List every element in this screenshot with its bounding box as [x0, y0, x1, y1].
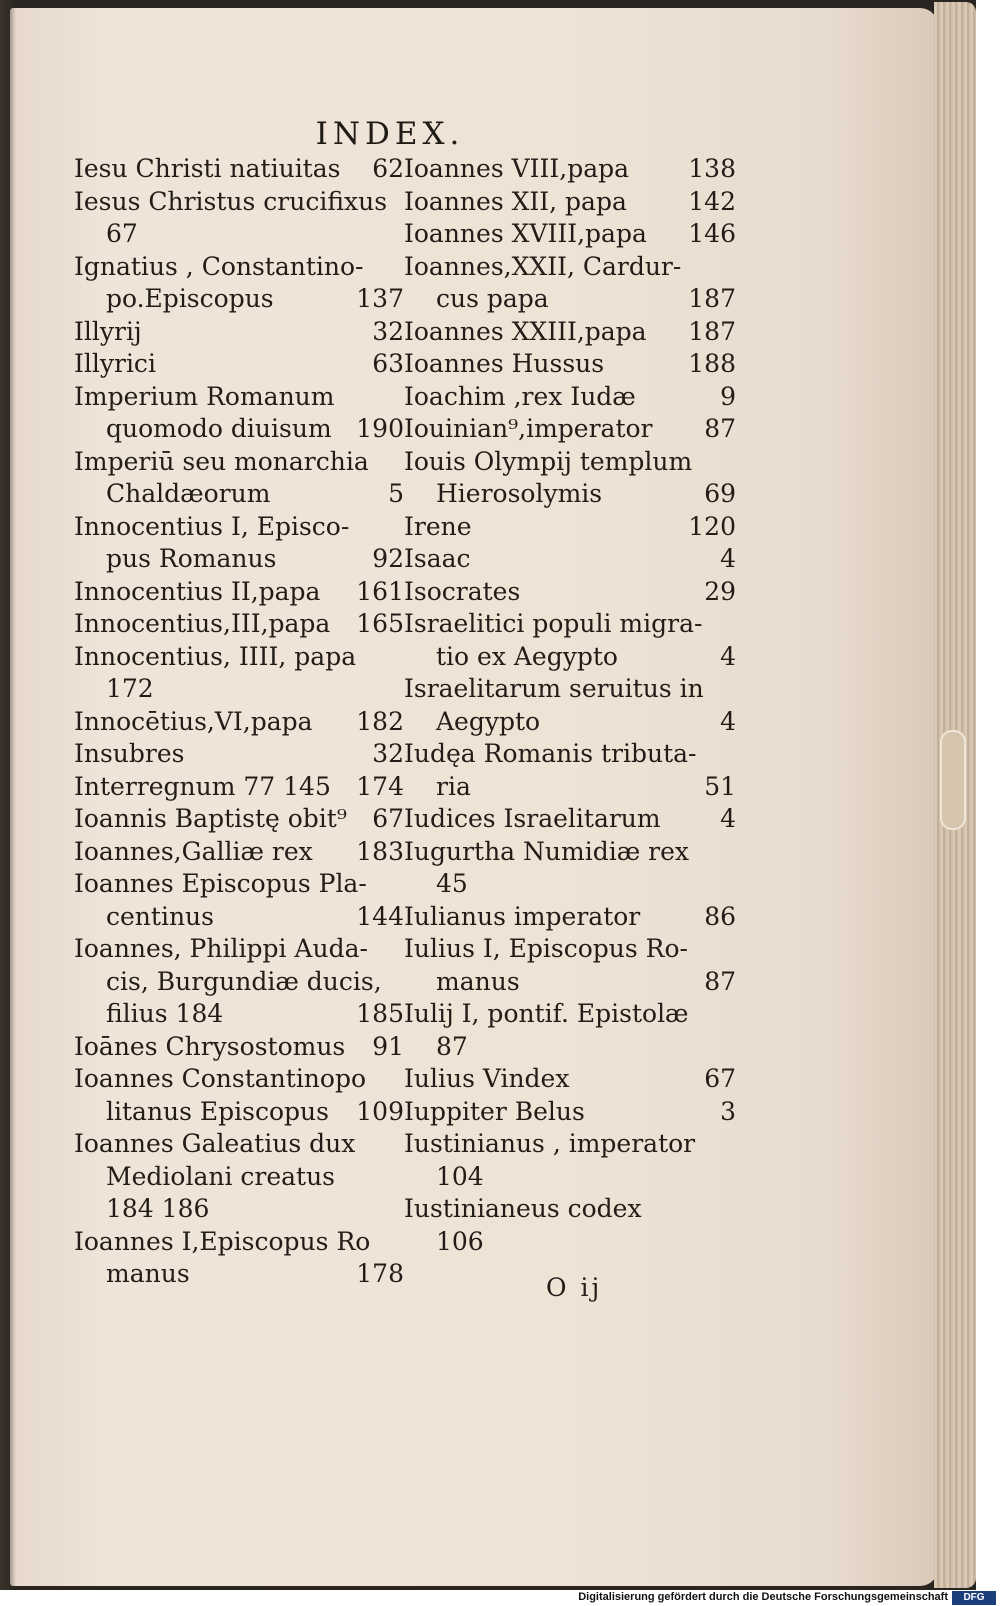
index-entry-text: po.Episcopus	[106, 284, 274, 313]
index-entry	[74, 641, 404, 674]
index-entry-text: Ioannes,Galliæ rex	[74, 836, 313, 866]
index-entry	[74, 446, 404, 479]
index-entry-text: Isocrates	[404, 576, 521, 606]
index-entry	[404, 413, 736, 446]
index-entry-text: Innocētius,VI,papa	[74, 706, 313, 736]
index-entry	[74, 186, 404, 219]
index-entry	[404, 1128, 736, 1161]
index-entry-text: Irene	[404, 511, 472, 541]
index-entry-text: Innocentius, IIII, papa	[74, 641, 357, 671]
index-entry-text: Ioannis Baptistę obit⁹	[74, 804, 347, 833]
index-entry	[404, 738, 736, 771]
index-page-number: 137	[356, 284, 404, 313]
index-entry	[74, 543, 404, 576]
index-entry-text: Ioannes XVIII,papa	[404, 219, 647, 248]
index-page-number: 62	[372, 154, 404, 183]
index-entry-text: Ioannes Galeatius dux	[74, 1129, 356, 1158]
index-entry-text: Ioannes XII, papa	[404, 186, 627, 216]
index-entry	[74, 251, 404, 284]
index-page-number: 92	[372, 544, 404, 573]
index-entry-text: Isaac	[404, 544, 471, 573]
index-page-number: 4	[720, 706, 736, 736]
index-entry	[74, 413, 404, 446]
index-page-number: 69	[704, 479, 736, 508]
page-paper	[10, 8, 938, 1586]
index-entry-text: Ioannes Hussus	[404, 349, 605, 378]
index-entry	[404, 348, 736, 381]
index-page-number: 4	[720, 544, 736, 573]
index-entry	[74, 576, 404, 609]
index-page-number: 29	[704, 576, 736, 606]
signature-mark: O ij	[546, 1273, 603, 1302]
index-entry	[74, 868, 404, 901]
index-entry	[74, 1226, 404, 1259]
index-entry-text: 104	[436, 1161, 484, 1191]
index-entry-text: Ioachim ,rex Iudæ	[404, 381, 636, 411]
index-entry-text: Ioannes XXIII,papa	[404, 316, 647, 346]
index-entry-text: Ioannes I,Episcopus Ro	[74, 1226, 371, 1256]
index-page-number: 91	[372, 1031, 404, 1061]
index-page-number: 3	[720, 1096, 736, 1126]
index-entry-text: Ioannes Constantinopo	[74, 1064, 367, 1093]
index-page-number: 190	[356, 414, 404, 443]
index-entry-text: 106	[436, 1226, 484, 1256]
index-entry	[74, 738, 404, 771]
index-entry	[404, 316, 736, 349]
index-entry-text: manus	[106, 1259, 190, 1288]
index-entry	[404, 998, 736, 1031]
index-entry-text: cus papa	[436, 284, 549, 313]
index-entry-text: 172	[106, 674, 154, 703]
index-entry-text: quomodo diuisum	[106, 414, 332, 443]
index-entry-text: 184 186	[106, 1194, 210, 1223]
index-entry-text: Ioannes Episcopus Pla-	[74, 869, 367, 898]
index-entry-text: Iuppiter Belus	[404, 1096, 585, 1126]
index-page-number: 67	[704, 1064, 736, 1093]
index-entry-text: pus Romanus	[106, 544, 277, 573]
index-page-number: 9	[720, 381, 736, 411]
index-entry	[74, 381, 404, 414]
index-page-number: 4	[720, 641, 736, 671]
index-entry	[74, 771, 404, 804]
index-column-left	[74, 153, 404, 1291]
index-entry	[404, 218, 736, 251]
index-entry-text: Interregnum 77 145	[74, 771, 331, 801]
index-entry-text: litanus Episcopus	[106, 1096, 329, 1126]
index-page-number: 144	[356, 901, 404, 931]
index-page-number: 161	[356, 576, 404, 606]
index-entry	[404, 803, 736, 836]
footer-credit: Digitalisierung gefördert durch die Deutsche Forschungsgemeinschaft	[578, 1591, 948, 1603]
index-entry-text: manus	[436, 966, 520, 996]
index-entry-text: Ioannes,XXII, Cardur-	[404, 251, 682, 281]
index-entry	[74, 966, 404, 999]
index-entry	[404, 641, 736, 674]
index-entry	[404, 1193, 736, 1226]
index-entry-text: Ioannes VIII,papa	[404, 154, 630, 183]
index-entry-text: Iulianus imperator	[404, 901, 641, 931]
index-entry	[74, 608, 404, 641]
index-page-number: 142	[688, 186, 736, 216]
index-entry	[404, 836, 736, 869]
index-entry	[74, 1193, 404, 1226]
index-entry	[74, 283, 404, 316]
page-clasp	[940, 730, 966, 830]
index-entry	[404, 1226, 736, 1259]
index-entry	[74, 998, 404, 1031]
index-entry	[404, 1063, 736, 1096]
index-entry	[404, 771, 736, 804]
index-entry-text: Illyrij	[74, 316, 142, 346]
index-entry	[404, 673, 736, 706]
index-entry	[74, 511, 404, 544]
index-entry-text: Israelitarum seruitus in	[404, 674, 704, 703]
index-entry-text: Iesus Christus crucifixus	[74, 186, 388, 216]
index-entry	[404, 576, 736, 609]
index-entry-text: Ioānes Chrysostomus	[74, 1031, 346, 1061]
index-entry	[74, 316, 404, 349]
index-entry	[404, 153, 736, 186]
index-page-number: 86	[704, 901, 736, 931]
index-entry	[74, 218, 404, 251]
index-entry	[74, 673, 404, 706]
index-entry-text: Iudices Israelitarum	[404, 804, 661, 833]
index-page-number: 63	[372, 349, 404, 378]
index-entry	[74, 1096, 404, 1129]
index-entry	[404, 1096, 736, 1129]
index-entry-text: Ioannes, Philippi Auda-	[74, 934, 368, 963]
index-page-number: 185	[356, 999, 404, 1028]
index-entry	[404, 966, 736, 999]
index-entry-text: 87	[436, 1031, 468, 1061]
index-entry-text: Innocentius II,papa	[74, 576, 321, 606]
index-entry	[74, 1063, 404, 1096]
index-entry-text: centinus	[106, 901, 214, 931]
index-entry	[404, 381, 736, 414]
index-page-number: 183	[356, 836, 404, 866]
index-entry	[404, 543, 736, 576]
index-entry-text: Iudęa Romanis tributa-	[404, 739, 697, 768]
index-entry-text: Imperium Romanum	[74, 381, 335, 411]
index-entry-text: Aegypto	[436, 706, 541, 736]
index-entry-text: Iouinian⁹,imperator	[404, 414, 653, 443]
index-entry	[404, 283, 736, 316]
index-page-number: 87	[704, 414, 736, 443]
index-entry-text: Iulij I, pontif. Epistolæ	[404, 999, 689, 1028]
index-entry-text: Imperiū seu monarchia	[74, 446, 369, 476]
index-entry-text: Innocentius I, Episco-	[74, 511, 350, 541]
index-page-number: 4	[720, 804, 736, 833]
index-page-number: 120	[688, 511, 736, 541]
dfg-logo: DFG	[952, 1591, 996, 1605]
index-page-number: 109	[356, 1096, 404, 1126]
index-page-number: 32	[372, 316, 404, 346]
index-entry-text: Iugurtha Numidiæ rex	[404, 836, 689, 866]
index-entry-text: cis, Burgundiæ ducis,	[106, 966, 382, 996]
index-entry-text: Insubres	[74, 739, 185, 768]
index-column-right	[404, 153, 736, 1258]
index-entry	[404, 511, 736, 544]
index-entry-text: filius 184	[106, 999, 224, 1028]
index-entry	[74, 478, 404, 511]
index-entry	[74, 933, 404, 966]
index-entry	[404, 186, 736, 219]
index-entry-text: Iesu Christi natiuitas	[74, 154, 341, 183]
index-entry	[74, 1258, 404, 1291]
index-entry	[404, 706, 736, 739]
index-page-number: 178	[356, 1259, 404, 1288]
index-entry	[404, 1031, 736, 1064]
spine-shadow	[0, 0, 16, 1590]
index-entry	[404, 868, 736, 901]
index-page-number: 188	[688, 349, 736, 378]
index-entry-text: Iulius I, Episcopus Ro-	[404, 934, 688, 963]
index-entry	[404, 933, 736, 966]
index-entry-text: tio ex Aegypto	[436, 641, 618, 671]
index-entry-text: Iustinianeus codex	[404, 1194, 642, 1223]
index-page-number: 182	[356, 706, 404, 736]
index-page-number: 87	[704, 966, 736, 996]
index-page-number: 187	[688, 316, 736, 346]
index-entry-text: 45	[436, 869, 468, 898]
index-entry	[404, 478, 736, 511]
index-page-number: 138	[688, 154, 736, 183]
index-entry	[404, 608, 736, 641]
index-entry	[74, 803, 404, 836]
index-entry-text: ria	[436, 771, 471, 801]
index-entry	[404, 901, 736, 934]
index-page-number: 174	[356, 771, 404, 801]
index-page-number: 165	[356, 609, 404, 638]
index-entry-text: Iouis Olympij templum	[404, 446, 693, 476]
index-page-number: 146	[688, 219, 736, 248]
index-entry-text: Chaldæorum	[106, 479, 271, 508]
index-entry	[74, 1031, 404, 1064]
index-entry	[74, 348, 404, 381]
index-entry-text: Ignatius , Constantino-	[74, 251, 364, 281]
index-page-number: 51	[704, 771, 736, 801]
index-page-number: 5	[388, 479, 404, 508]
index-entry-text: Israelitici populi migra-	[404, 609, 703, 638]
index-entry-text: Innocentius,III,papa	[74, 609, 331, 638]
index-page-number: 187	[688, 284, 736, 313]
index-entry	[74, 901, 404, 934]
index-entry	[404, 1161, 736, 1194]
index-entry-text: Iulius Vindex	[404, 1064, 570, 1093]
index-entry-text: 67	[106, 219, 138, 248]
index-entry	[74, 706, 404, 739]
index-entry	[74, 836, 404, 869]
index-entry-text: Hierosolymis	[436, 479, 603, 508]
index-page-number: 32	[372, 739, 404, 768]
index-entry-text: Iustinianus , imperator	[404, 1129, 696, 1158]
index-entry-text: Illyrici	[74, 349, 156, 378]
index-entry-text: Mediolani creatus	[106, 1161, 336, 1191]
index-entry	[404, 446, 736, 479]
index-page-number: 67	[372, 804, 404, 833]
index-entry	[74, 1128, 404, 1161]
digitization-footer	[0, 1590, 1000, 1606]
index-entry	[74, 1161, 404, 1194]
index-entry	[74, 153, 404, 186]
index-entry	[404, 251, 736, 284]
page-title: INDEX.	[315, 116, 465, 152]
